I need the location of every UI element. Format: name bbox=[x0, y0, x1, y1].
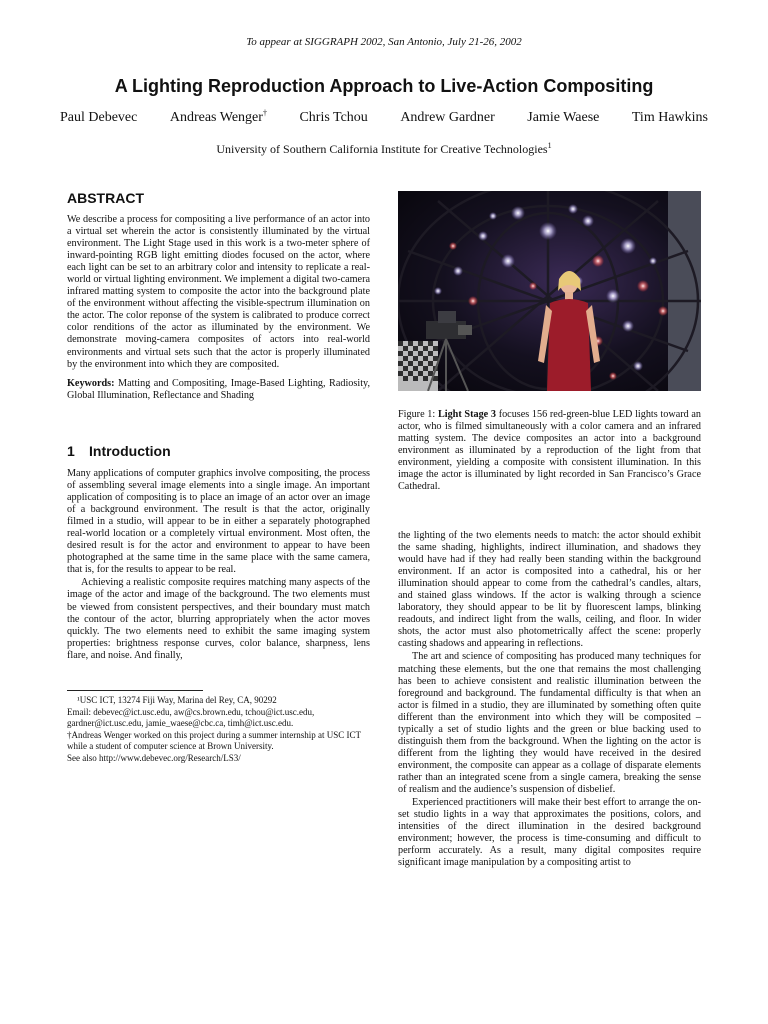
abstract-body bbox=[67, 214, 370, 402]
author: Chris Tchou bbox=[299, 110, 368, 125]
footnotes bbox=[67, 695, 377, 765]
intro-right-column bbox=[398, 530, 701, 869]
checkerboard bbox=[398, 341, 438, 391]
footnote: See also http://www.debevec.org/Research/LS3/ bbox=[67, 752, 241, 763]
figure-caption: Figure 1: Light Stage 3 focuses 156 red-green-blue LED lights toward an actor, who is filmed simultaneously with a color camera and an infrared matting system. The device composites an actor into a background environment as illuminated by a reproduction of the light from that environment, yielding a composite with consistent illumination. In this image the actor is illuminated by light recorded in San Francisco’s Grace Cathedral. bbox=[398, 409, 702, 493]
footnote: †Andreas Wenger worked on this project during a summer internship at USC ICT while a student of computer science at Brown University. bbox=[67, 729, 361, 752]
venue-line: To appear at SIGGRAPH 2002, San Antonio, July 21-26, 2002 bbox=[246, 36, 522, 48]
paper-title: A Lighting Reproduction Approach to Live-Action Compositing bbox=[114, 76, 654, 96]
intro-left-column bbox=[67, 468, 370, 662]
keywords: Keywords: Matting and Compositing, Image-Based Lighting, Radiosity, Global Illumination, Reflectance and Shading bbox=[67, 377, 370, 401]
footnote-rule bbox=[67, 690, 203, 691]
author: Andrew Gardner bbox=[400, 110, 495, 125]
light-stage-photo bbox=[398, 191, 701, 391]
author: Andreas Wenger† bbox=[169, 108, 267, 125]
intro-heading: 1 Introduction bbox=[67, 443, 171, 459]
author: Jamie Waese bbox=[527, 110, 600, 125]
footnote: Email: debevec@ict.usc.edu, aw@cs.brown.edu, tchou@ict.usc.edu, gardner@ict.usc.edu, jamie_waese@cbc.ca, timh@ict.usc.edu. bbox=[67, 706, 315, 729]
paragraph: Experienced practitioners will make their best effort to arrange the on-set studio lights in a way that approximates the positions, colors, and intensities of the direct illumination in the desired background environment; however, the process is time-consuming and difficult to perform accurately. As a result, many digital composites require significant image manipulation by a compositing artist to bbox=[398, 797, 701, 869]
footnote: ¹USC ICT, 13274 Fiji Way, Marina del Rey, CA, 90292 bbox=[77, 695, 277, 705]
author: Tim Hawkins bbox=[631, 110, 708, 125]
affiliation: University of Southern California Institute for Creative Technologies$^1$ bbox=[216, 141, 552, 156]
author: Paul Debevec bbox=[60, 110, 138, 125]
paragraph: Many applications of computer graphics involve compositing, the process of assembling several image elements into a single image. An important application of compositing is to place an image of an actor over an image of a background environment. The result is that the actor, originally filmed in a studio, will appear to be in either a separately photographed real-world location or a completely virtual environment. Most often, the desired result is for the actor and environment to appear to have been photographed at the same time in the same place with the same camera, that is, for the results to appear to be real. bbox=[67, 468, 370, 576]
abstract-heading: ABSTRACT bbox=[67, 190, 144, 206]
abstract-text: We describe a process for compositing a live performance of an actor into a virtual set wherein the actor is consistently illuminated by the virtual environment. The Light Stage used in this work is a two-meter sphere of inward-pointing RGB light emitting diodes focused on the actor, where each light can be set to an arbitrary color and intensity to replicate a real-world or virtual lighting environment. We implement a digital two-camera infrared matting system to composite the actor into the background plate of the environment without affecting the visible-spectrum illumination on the actor. The color reponse of the system is calibrated to produce correct color renditions of the actor as illuminated by the environment. We demonstrate moving-camera composites of actors into real-world environments and virtual sets such that the actor is properly illuminated by the environment into which they are composited. bbox=[67, 214, 370, 370]
paragraph: The art and science of compositing has produced many techniques for matching these elements, but the one that remains the most challenging has been to achieve consistent and realistic illumination between the foreground and background. The fundamental difficulty is that when an actor is filmed in a studio, they are illuminated by something often quite different than the environment into which they will be composited – typically a set of studio lights and the green or blue backing used to distinguish them from the background. When the lighting on the actor is different from the lighting they would have received in the desired environment, the composite can appear as a collage of disparate elements rather than an integrated scene from a single camera, breaking the sense of realism and the audience’s suspension of disbelief. bbox=[398, 651, 701, 795]
paragraph: the lighting of the two elements needs to match: the actor should exhibit the same shading, highlights, indirect illumination, and shadows they would have had if they had really been standing within the background environment. If an actor is composited into a cathedral, his or her illumination should appear to come from the cathedral’s candles, altars, and stained glass windows. If the actor is walking through a science laboratory, they should appear to be lit by fluorescent lamps, blinking readouts, and indirect light from the walls, ceiling, and floor. In wider shots, the actor must also photometrically affect the scene: properly casting shadows and appearing in reflections. bbox=[398, 530, 701, 650]
paragraph: Achieving a realistic composite requires matching many aspects of the image of the actor and image of the background. The two elements must be viewed from consistent perspectives, and their boundary must match the contour of the actor, blurring appropriately when the actor moves quickly. The two elements need to exhibit the same imaging system properties: brightness response curves, color balance, sharpness, lens flare, and noise. And finally, bbox=[67, 577, 370, 661]
author-list bbox=[60, 110, 708, 126]
